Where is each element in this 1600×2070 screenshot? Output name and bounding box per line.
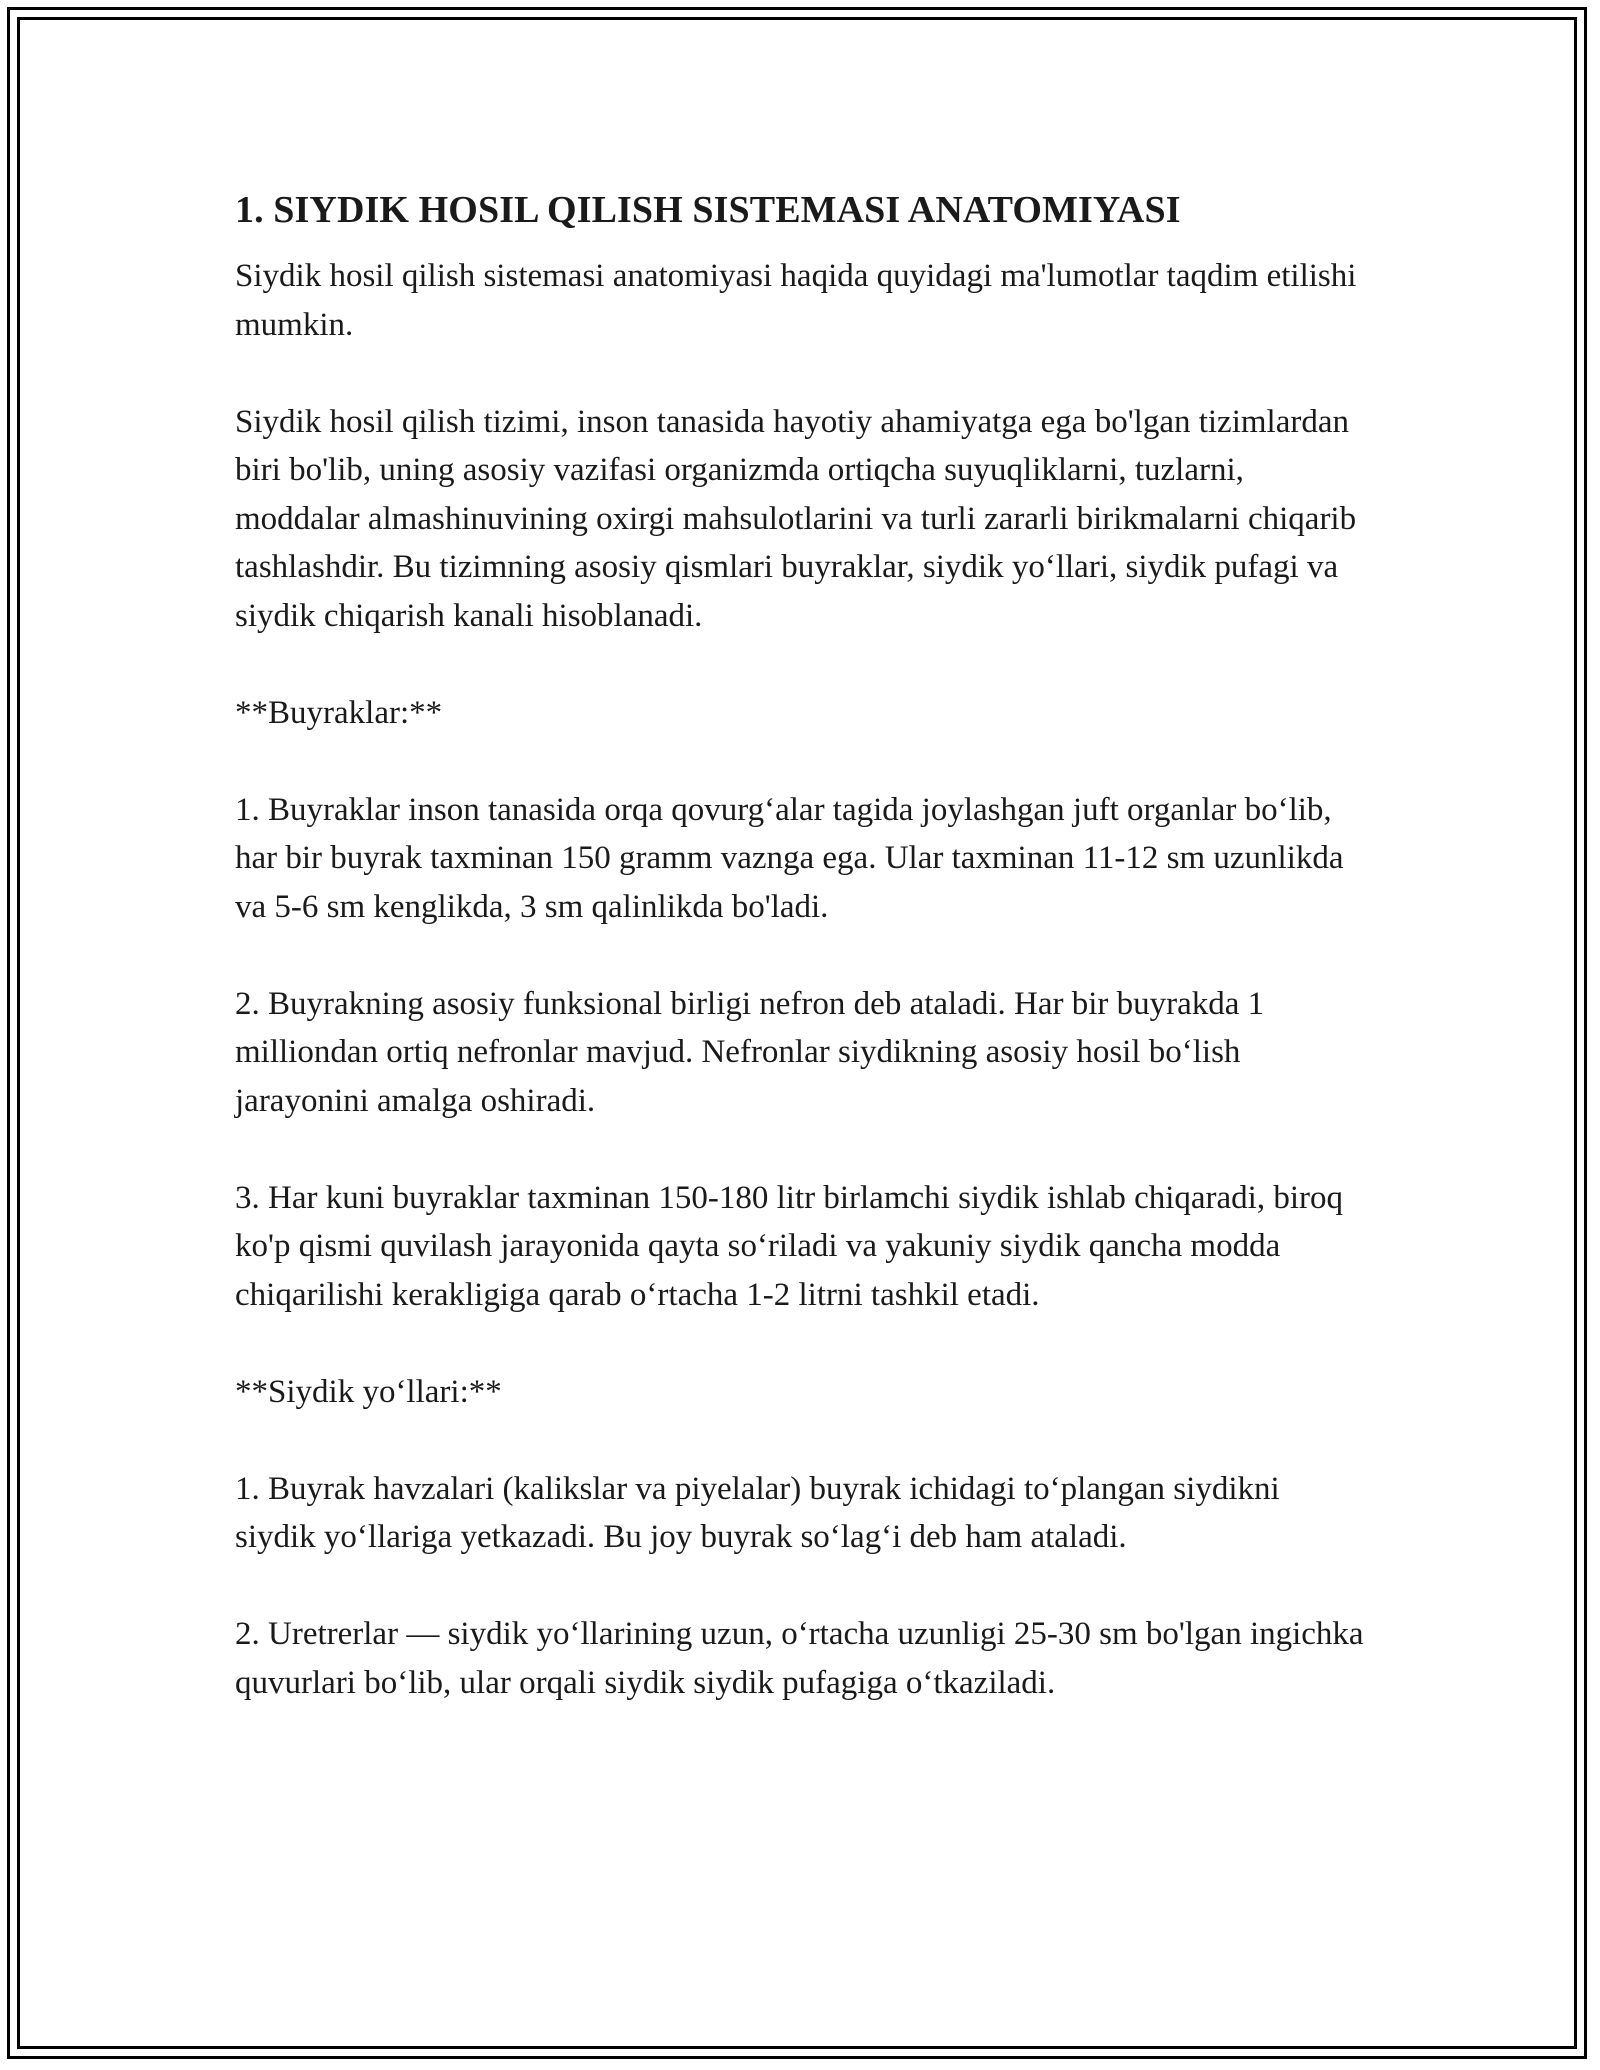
intro-paragraph: Siydik hosil qilish sistemasi anatomiyasi haqida quyidagi ma'lumotlar taqdim etilishi mumkin. (235, 258, 1357, 343)
urinary-tracts-item-2: 2. Uretrerlar — siydik yo‘llarining uzun, o‘rtacha uzunligi 25-30 sm bo'lgan ingichka quvurlari bo‘lib, ular orqali siydik siydik pufagiga o‘tkaziladi. (235, 1616, 1364, 1701)
kidneys-item-1: 1. Buyraklar inson tanasida orqa qovurg‘alar tagida joylashgan juft organlar bo‘lib, har bir buyrak taxminan 150 gramm vaznga ega. Ular taxminan 11-12 sm uzunlikda va 5-6 sm kenglikda, 3 sm qalinlikda bo'ladi. (235, 791, 1344, 925)
kidneys-item-2: 2. Buyrakning asosiy funksional birligi nefron deb ataladi. Har bir buyrakda 1 milliondan ortiq nefronlar mavjud. Nefronlar siydikning asosiy hosil bo‘lish jarayonini amalga oshiradi. (235, 985, 1265, 1119)
document-title: 1. SIYDIK HOSIL QILISH SISTEMASI ANATOMIYASI (235, 189, 1181, 231)
urinary-tracts-heading: **Siydik yo‘llari:** (235, 1373, 502, 1410)
system-overview-paragraph: Siydik hosil qilish tizimi, inson tanasida hayotiy ahamiyatga ega bo'lgan tizimlardan biri bo'lib, uning asosiy vazifasi organizmda ortiqcha suyuqliklarni, tuzlarni, moddalar almashinuvining oxirgi mahsulotlarini va turli zararli birikmalarni chiqarib tashlashdir. Bu tizimning asosiy qismlari buyraklar, siydik yo‘llari, siydik pufagi va siydik chiqarish kanali hisoblanadi. (235, 403, 1357, 634)
kidneys-item-3: 3. Har kuni buyraklar taxminan 150-180 litr birlamchi siydik ishlab chiqaradi, biroq ko'p qismi quvilash jarayonida qayta so‘riladi va yakuniy siydik qancha modda chiqarilishi kerakligiga qarab o‘rtacha 1-2 litrni tashkil etadi. (235, 1179, 1343, 1313)
document-body (235, 186, 1365, 1756)
urinary-tracts-item-1: 1. Buyrak havzalari (kalikslar va piyelalar) buyrak ichidagi to‘plangan siydikni siydik yo‘llariga yetkazadi. Bu joy buyrak so‘lag‘i deb ham ataladi. (235, 1470, 1280, 1555)
kidneys-heading: **Buyraklar:** (235, 694, 443, 731)
